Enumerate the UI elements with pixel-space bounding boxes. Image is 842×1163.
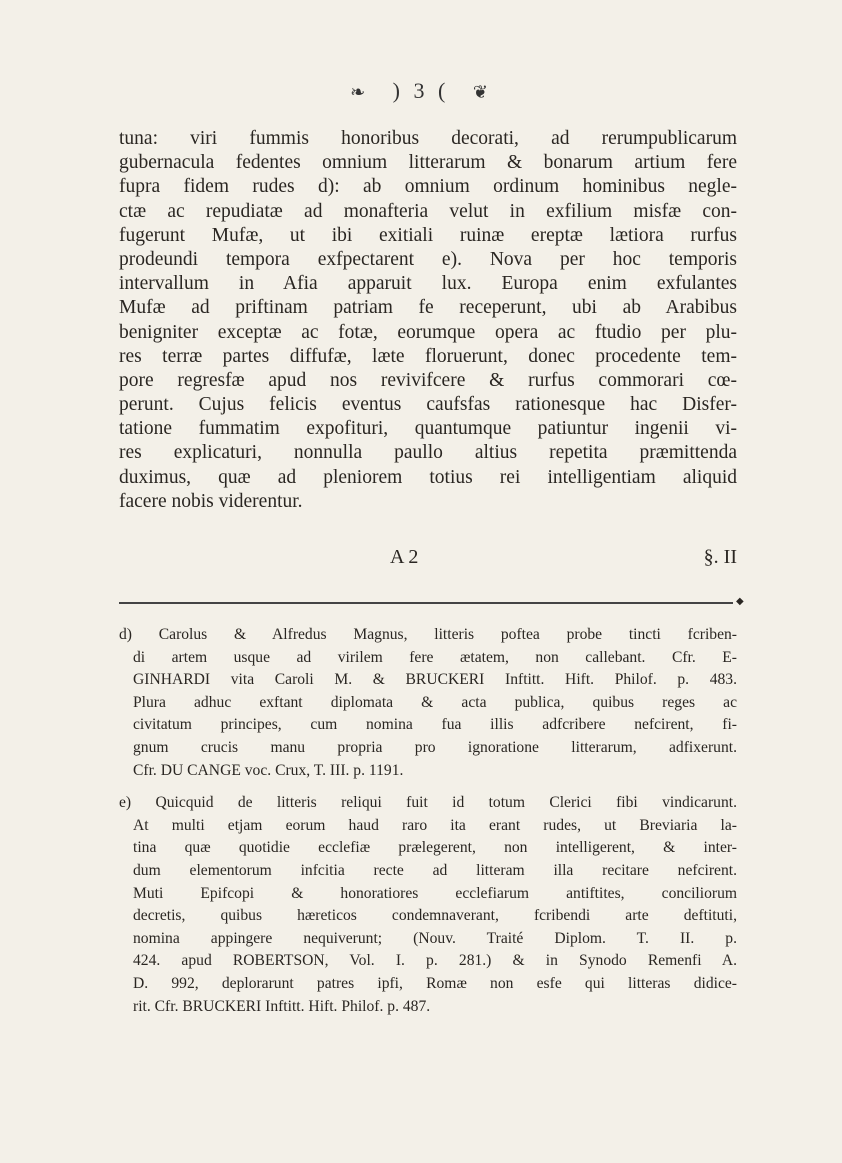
text-line: intervallum in Afia apparuit lux. Europa enim exfulantes [119, 273, 737, 295]
left-ornament-icon: ❧ [350, 82, 370, 102]
text-line: Mufæ ad priftinam patriam fe receperunt, ubi ab Arabibus [119, 297, 737, 319]
page-footer-marks [119, 546, 737, 572]
text-line: res explicaturi, nonnulla paullo altius repetita præmittenda [119, 442, 737, 464]
footnote-line: Cfr. DU CANGE voc. Crux, T. III. p. 1191. [133, 761, 404, 779]
text-line: gubernacula fedentes omnium litterarum & bonarum artium fere [119, 152, 737, 174]
text-line: tatione fummatim expofituri, quantumque patiuntur ingenii vi- [119, 418, 737, 440]
footnote-line: Muti Epifcopi & honoratiores ecclefiarum antiftites, conciliorum [133, 884, 737, 902]
footnote-line: 424. apud ROBERTSON, Vol. I. p. 281.) & in Synodo Remenfi A. [133, 952, 737, 970]
footnote-line: D. 992, deplorarunt patres ipfi, Romæ non esfe qui litteras didice- [133, 974, 737, 992]
footnote-line: nomina appingere nequiverunt; (Nouv. Traité Diplom. T. II. p. [133, 929, 737, 947]
footnote-rule [119, 602, 733, 604]
footnote-gap [119, 782, 737, 792]
text-line: duximus, quæ ad pleniorem totius rei intelligentiam aliquid [119, 466, 737, 488]
text-line: perunt. Cujus felicis eventus caufsfas rationesque hac Disfer- [119, 394, 737, 416]
footnote-line: Plura adhuc exftant diplomata & acta publica, quibus reges ac [133, 693, 737, 711]
page-number: ) 3 ( [392, 78, 450, 103]
text-line: tuna: viri fummis honoribus decorati, ad rerumpublicarum [119, 128, 737, 149]
text-line: ctæ ac repudiatæ ad monafteria velut in exfilium misfæ con- [119, 200, 737, 222]
main-text [119, 127, 737, 514]
text-line: facere nobis viderentur. [119, 490, 303, 512]
text-line: pore regresfæ apud nos revivifcere & rurfus commorari cœ- [119, 369, 737, 391]
text-line: benigniter exceptæ ac fotæ, eorumque opera ac ftudio per plu- [119, 321, 737, 343]
footnote-line: civitatum principes, cum nomina fua illis adfcribere nefcirent, fi- [133, 716, 737, 734]
text-line: fugerunt Mufæ, ut ibi exitiali ruinæ ereptæ lætiora rurfus [119, 224, 737, 246]
text-line: prodeundi tempora exfpectarent e). Nova per hoc temporis [119, 248, 737, 270]
footnote-line: tina quæ quotidie ecclefiæ prælegerent, non intelligerent, & inter- [133, 839, 737, 857]
footnote-e [119, 792, 737, 1018]
footnote-line: e) Quicquid de litteris reliqui fuit id totum Clerici fibi vindicarunt. [119, 794, 737, 812]
footnote-line: di artem usque ad virilem fere ætatem, non callebant. Cfr. E- [133, 648, 737, 666]
footnote-line: GINHARDI vita Caroli M. & BRUCKERI Inftitt. Hift. Philof. p. 483. [133, 671, 737, 689]
footnote-line: decretis, quibus hæreticos condemnaverant, fcribendi arte deftituti, [133, 907, 737, 925]
footnote-line: d) Carolus & Alfredus Magnus, litteris poftea probe tincti fcriben- [119, 626, 737, 643]
text-line: res terræ partes diffufæ, læte floruerunt, donec procedente tem- [119, 345, 737, 367]
right-ornament-icon: ❦ [472, 82, 492, 102]
footnote-line: dum elementorum infcitia recte ad litteram illa recitare nefcirent. [133, 861, 737, 879]
footnote-line: rit. Cfr. BRUCKERI Inftitt. Hift. Philof. p. 487. [133, 997, 431, 1015]
footnotes [119, 624, 737, 1018]
rule-end-dot-icon: ◆ [736, 596, 744, 607]
page-header [0, 78, 842, 104]
footnote-d [119, 624, 737, 782]
catchword: §. II [703, 546, 737, 568]
footnote-line: gnum crucis manu propria pro ignoratione litterarum, adfixerunt. [133, 738, 737, 756]
text-line: fupra fidem rudes d): ab omnium ordinum hominibus negle- [119, 176, 737, 198]
signature-mark: A 2 [390, 546, 419, 568]
footnote-line: At multi etjam eorum haud raro ita erant rudes, ut Breviaria la- [133, 816, 737, 834]
